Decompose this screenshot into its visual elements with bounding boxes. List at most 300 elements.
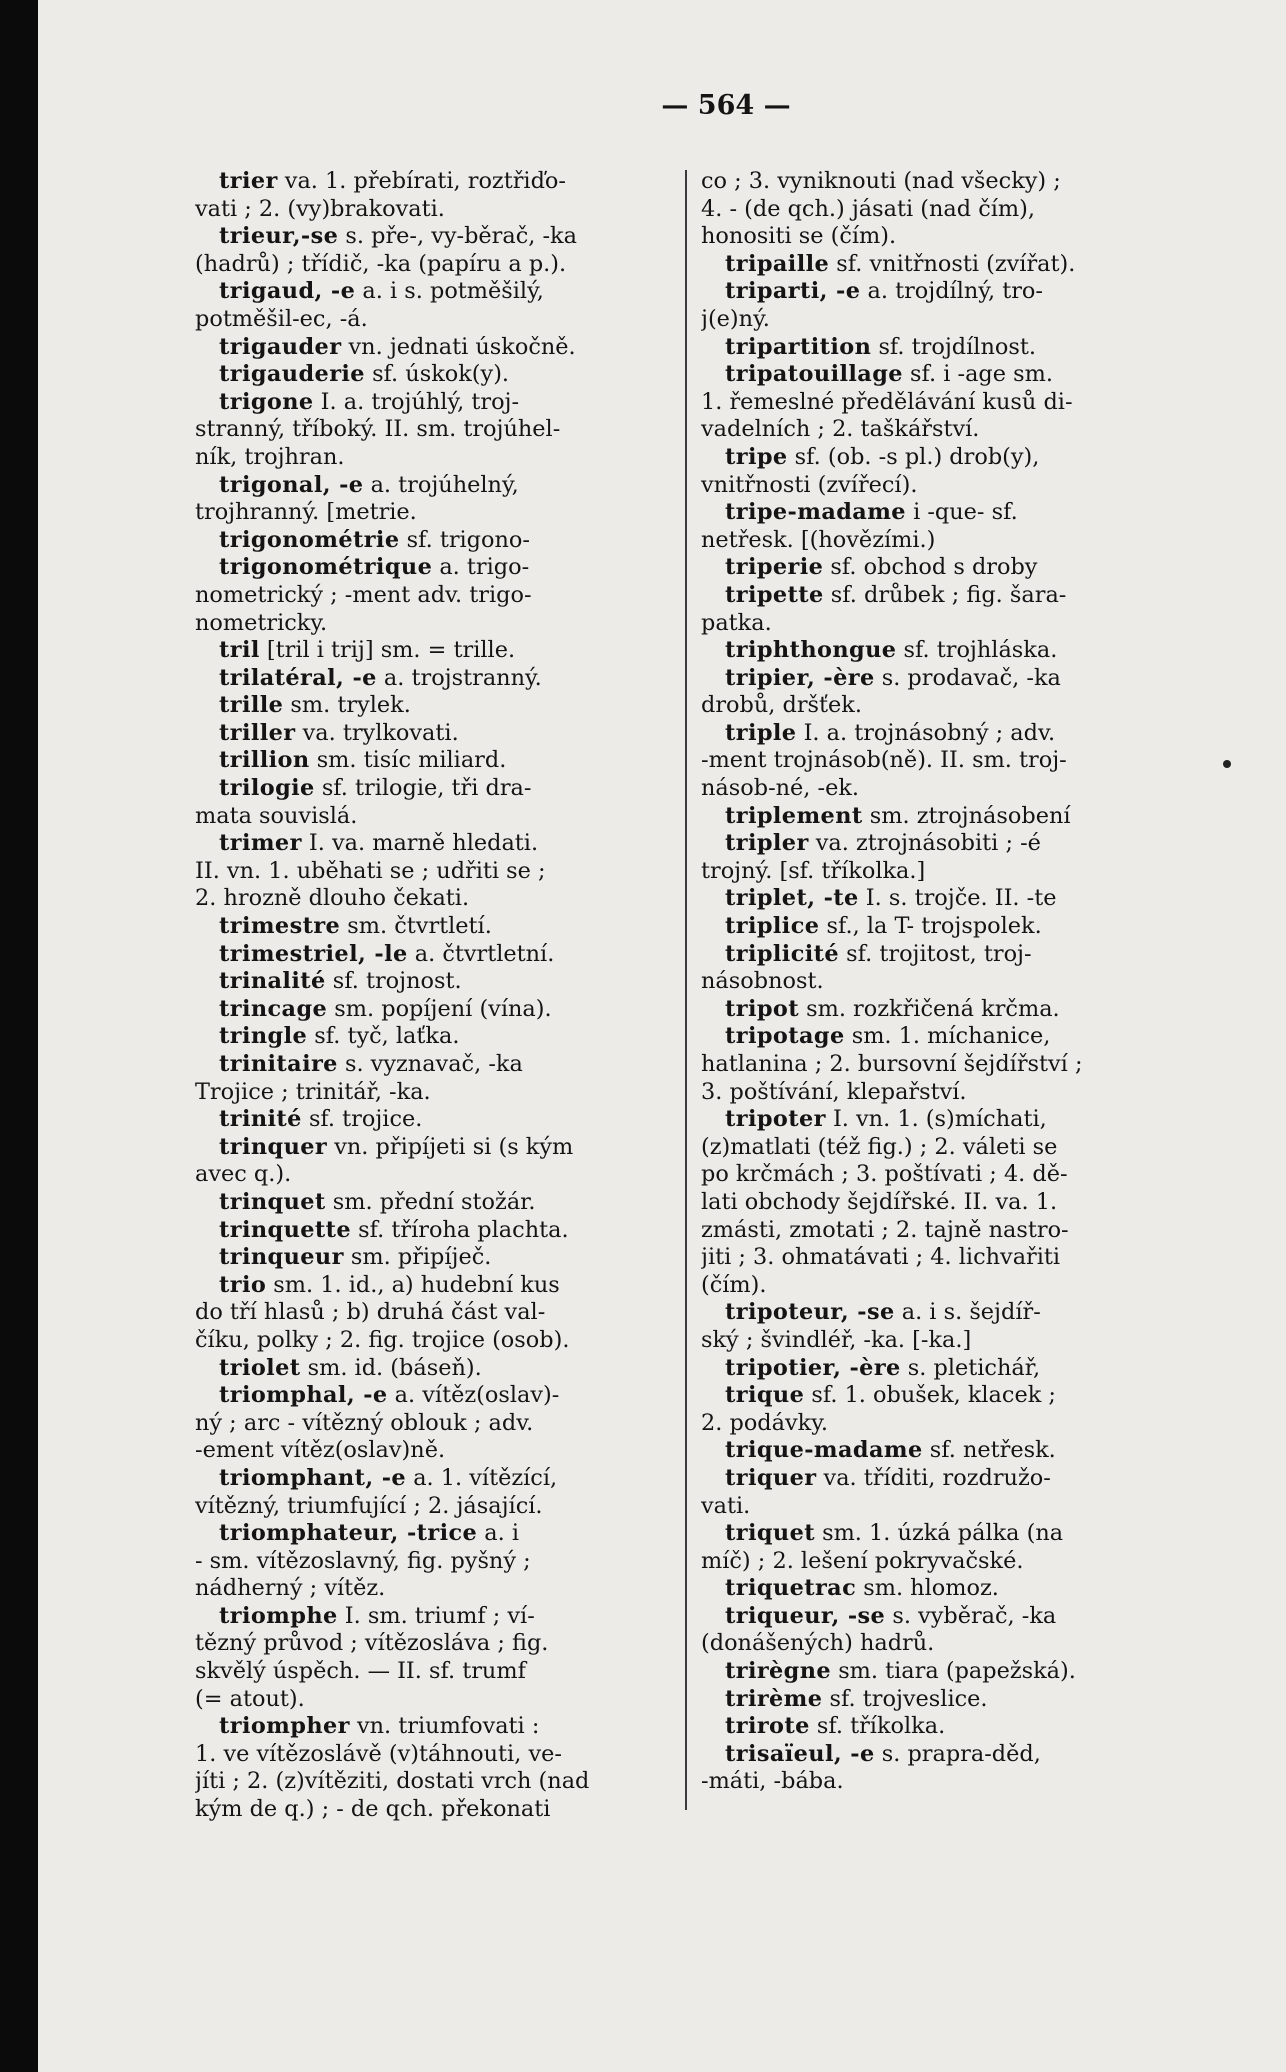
continuation-line [195, 1079, 665, 1107]
definition-text: (= atout). [195, 1685, 305, 1712]
headword: triomphateur, -trice [219, 1520, 478, 1547]
left-column [195, 168, 665, 1824]
definition-text: číku, polky ; 2. fig. trojice (osob). [195, 1326, 570, 1353]
headword: tripotage [725, 1023, 845, 1050]
headword: triomphe [219, 1602, 338, 1629]
definition-text: po krčmách ; 3. poštívati ; 4. dě- [701, 1161, 1068, 1188]
definition-text: 3. poštívání, klepařství. [701, 1078, 967, 1105]
continuation-line [195, 1299, 665, 1327]
definition-text: sm. trylek. [283, 692, 411, 719]
continuation-line [195, 1630, 665, 1658]
definition-text: (čím). [701, 1271, 767, 1298]
continuation-line [195, 444, 665, 472]
headword: trigaud, -e [219, 278, 356, 305]
headword: tripotier, -ère [725, 1354, 901, 1381]
continuation-line [701, 968, 1171, 996]
entry-line [195, 278, 665, 306]
headword: trieur,-se [219, 223, 339, 250]
definition-text: sf. (ob. -s pl.) drob(y), [787, 443, 1040, 470]
entry-line [195, 747, 665, 775]
definition-text: sf. i -age sm. [902, 361, 1053, 388]
definition-text: nometricky. [195, 609, 328, 636]
definition-text: netřesk. [(hovězími.) [701, 526, 936, 553]
continuation-line [701, 1327, 1171, 1355]
entry-line [701, 1686, 1171, 1714]
headword: trincage [219, 995, 328, 1022]
headword: trimer [219, 830, 302, 857]
headword: triple [725, 719, 797, 746]
definition-text: a. trojúhelný, [363, 471, 519, 498]
definition-text: sf. drůbek ; fig. šara- [823, 581, 1067, 608]
continuation-line [195, 1437, 665, 1465]
definition-text: sm. rozkřičená krčma. [798, 995, 1060, 1022]
definition-text: sf. trojitost, troj- [839, 940, 1032, 967]
continuation-line [701, 692, 1171, 720]
entry-line [195, 665, 665, 693]
continuation-line [195, 1493, 665, 1521]
definition-text: sf. tyč, laťka. [307, 1023, 460, 1050]
definition-text: a. trojdílný, tro- [860, 278, 1043, 305]
entry-line [195, 1244, 665, 1272]
headword: tringle [219, 1023, 308, 1050]
headword: triplement [725, 802, 863, 829]
entry-line [701, 830, 1171, 858]
continuation-line [701, 1410, 1171, 1438]
entry-line [701, 803, 1171, 831]
definition-text: sf. vnitřnosti (zvířat). [829, 250, 1076, 277]
definition-text: 1. ve vítězoslávě (v)táhnouti, ve- [195, 1740, 562, 1767]
entry-line [195, 1465, 665, 1493]
entry-line [701, 913, 1171, 941]
continuation-line [701, 306, 1171, 334]
continuation-line [701, 1217, 1171, 1245]
definition-text: stranný, tříboký. II. sm. trojúhel- [195, 416, 561, 443]
continuation-line [701, 416, 1171, 444]
headword: trille [219, 692, 284, 719]
headword: trier [219, 168, 278, 194]
definition-text: do tří hlasů ; b) druhá část val- [195, 1299, 546, 1326]
headword: triquetrac [725, 1575, 857, 1602]
continuation-line [195, 251, 665, 279]
definition-text: sm. 1. id., a) hudební kus [266, 1271, 560, 1298]
continuation-line [195, 885, 665, 913]
continuation-line [195, 196, 665, 224]
definition-text: - sm. vítězoslavný, fig. pyšný ; [195, 1547, 531, 1574]
definition-text: jiti ; 3. ohmatávati ; 4. lichvařiti [701, 1244, 1061, 1271]
headword: trigauderie [219, 361, 365, 388]
continuation-line [701, 527, 1171, 555]
definition-text: drobů, dršťek. [701, 692, 862, 719]
entry-line [195, 996, 665, 1024]
definition-text: sf. trojice. [301, 1106, 423, 1133]
entry-line [701, 499, 1171, 527]
headword: tripartition [725, 333, 872, 360]
definition-text: a. 1. vítězící, [406, 1464, 558, 1491]
headword: triolet [219, 1354, 301, 1381]
entry-line [195, 637, 665, 665]
margin-dot [1223, 760, 1231, 768]
continuation-line [701, 1244, 1171, 1272]
definition-text: trojný. [sf. tříkolka.] [701, 857, 926, 884]
headword: trinquer [219, 1133, 328, 1160]
entry-line [701, 1658, 1171, 1686]
entry-line [701, 444, 1171, 472]
continuation-line [701, 1272, 1171, 1300]
definition-text: nometrický ; -ment adv. trigo- [195, 581, 532, 608]
definition-text: sf. úskok(y). [364, 361, 510, 388]
continuation-line [195, 1768, 665, 1796]
headword: triquer [725, 1464, 817, 1491]
headword: trilatéral, -e [219, 664, 377, 691]
entry-line [195, 223, 665, 251]
headword: triqueur, -se [725, 1602, 886, 1629]
definition-text: I. a. trojnásobný ; adv. [796, 719, 1056, 746]
definition-text: vítězný, triumfující ; 2. jásající. [195, 1492, 543, 1519]
definition-text: ný ; arc - vítězný oblouk ; adv. [195, 1409, 534, 1436]
entry-line [195, 968, 665, 996]
entry-line [701, 996, 1171, 1024]
definition-text: sf. trojnost. [325, 968, 462, 995]
definition-text: sf. trojhláska. [896, 637, 1058, 664]
definition-text: 1. řemeslné předělávání kusů di- [701, 388, 1073, 415]
definition-text: -ement vítěz(oslav)ně. [195, 1437, 446, 1464]
definition-text: vadelních ; 2. taškářství. [701, 416, 980, 443]
definition-text: sf. trigono- [399, 526, 530, 553]
definition-text: I. va. marně hledati. [301, 830, 539, 857]
definition-text: sf. trojveslice. [822, 1685, 988, 1712]
definition-text: sm. tisíc miliard. [309, 747, 507, 774]
entry-line [701, 1106, 1171, 1134]
entry-line [701, 1355, 1171, 1383]
definition-text: a. trigo- [432, 554, 530, 581]
continuation-line [701, 223, 1171, 251]
headword: triomphal, -e [219, 1382, 388, 1409]
definition-text: (donášených) hadrů. [701, 1630, 935, 1657]
definition-text: -ment trojnásob(ně). II. sm. troj- [701, 747, 1067, 774]
definition-text: sm. 1. míchanice, [844, 1023, 1051, 1050]
definition-text: a. i s. šejdíř- [894, 1299, 1041, 1326]
entry-line [195, 1520, 665, 1548]
entry-line [701, 1465, 1171, 1493]
definition-text: a. trojstranný. [376, 664, 542, 691]
definition-text: avec q.). [195, 1161, 292, 1188]
page-number: — 564 — [661, 90, 791, 121]
entry-line [701, 1713, 1171, 1741]
continuation-line [195, 1686, 665, 1714]
headword: tripette [725, 581, 824, 608]
definition-text: patka. [701, 609, 772, 636]
definition-text: sf. netřesk. [922, 1437, 1056, 1464]
definition-text: jíti ; 2. (z)vítěziti, dostati vrch (nad [195, 1768, 590, 1795]
headword: trigonal, -e [219, 471, 364, 498]
definition-text: co ; 3. vyniknouti (nad všecky) ; [701, 168, 1061, 194]
continuation-line [701, 1134, 1171, 1162]
entry-line [195, 361, 665, 389]
definition-text: i -que- sf. [905, 499, 1018, 526]
definition-text: sm. tiara (papežská). [831, 1658, 1076, 1685]
headword: tripoteur, -se [725, 1299, 895, 1326]
headword: triparti, -e [725, 278, 861, 305]
headword: trinité [219, 1106, 302, 1133]
headword: tripot [725, 995, 799, 1022]
definition-text: zmásti, zmotati ; 2. tajně nastro- [701, 1216, 1069, 1243]
headword: trio [219, 1271, 267, 1298]
headword: trinquette [219, 1216, 352, 1243]
entry-line [195, 472, 665, 500]
headword: tripaille [725, 250, 830, 277]
entry-line [701, 554, 1171, 582]
entry-line [701, 1299, 1171, 1327]
definition-text: a. vítěz(oslav)- [387, 1382, 560, 1409]
headword: tripier, -ère [725, 664, 875, 691]
continuation-line [195, 858, 665, 886]
definition-text: sm. přední stožár. [325, 1188, 536, 1215]
definition-text: sf. tříkolka. [809, 1713, 946, 1740]
definition-text: sf. trojdílnost. [871, 333, 1036, 360]
definition-text: vati ; 2. (vy)brakovati. [195, 195, 445, 222]
headword: trinqueur [219, 1244, 344, 1271]
definition-text: s. prodavač, -ka [874, 664, 1061, 691]
continuation-line [195, 1575, 665, 1603]
definition-text: honositi se (čím). [701, 223, 897, 250]
definition-text: sm. čtvrtletí. [340, 913, 492, 940]
continuation-line [701, 196, 1171, 224]
entry-line [195, 334, 665, 362]
definition-text: vn. jednati úskočně. [341, 333, 576, 360]
definition-text: sm. hlomoz. [856, 1575, 999, 1602]
headword: triphthongue [725, 637, 897, 664]
continuation-line [195, 1161, 665, 1189]
definition-text: vati. [701, 1492, 751, 1519]
entry-line [701, 1741, 1171, 1769]
continuation-line [701, 1189, 1171, 1217]
headword: trinquet [219, 1188, 326, 1215]
continuation-line [195, 803, 665, 831]
continuation-line [701, 1051, 1171, 1079]
continuation-line [701, 775, 1171, 803]
headword: trigone [219, 388, 314, 415]
entry-line [195, 1272, 665, 1300]
entry-line [195, 1051, 665, 1079]
definition-text: sf. obchod s droby [823, 554, 1038, 581]
column-divider [685, 170, 687, 1810]
headword: triplice [725, 913, 820, 940]
continuation-line [195, 306, 665, 334]
continuation-line [701, 1548, 1171, 1576]
definition-text: I. a. trojúhlý, troj- [313, 388, 520, 415]
continuation-line [195, 582, 665, 610]
definition-text: tězný průvod ; vítězosláva ; fig. [195, 1630, 549, 1657]
entry-line [701, 361, 1171, 389]
definition-text: vn. připíjeti si (s kým [327, 1133, 574, 1160]
definition-text: va. 1. přebírati, roztřiďo- [277, 168, 566, 194]
entry-line [701, 334, 1171, 362]
entry-line [195, 1023, 665, 1051]
entry-line [701, 1603, 1171, 1631]
definition-text: kým de q.) ; - de qch. překonati [195, 1796, 551, 1823]
headword: trigonométrie [219, 526, 400, 553]
continuation-line [195, 1410, 665, 1438]
headword: tripe-madame [725, 499, 906, 526]
continuation-line [195, 1658, 665, 1686]
continuation-line [701, 389, 1171, 417]
entry-line [195, 692, 665, 720]
headword: trillion [219, 747, 310, 774]
entry-line [701, 582, 1171, 610]
entry-line [195, 527, 665, 555]
definition-text: a. i s. potměšilý, [355, 278, 544, 305]
entry-line [195, 830, 665, 858]
entry-line [195, 941, 665, 969]
definition-text: -máti, -bába. [701, 1768, 844, 1795]
definition-text: ník, trojhran. [195, 443, 345, 470]
headword: triperie [725, 554, 824, 581]
definition-text: násob-né, -ek. [701, 775, 860, 802]
continuation-line [195, 1548, 665, 1576]
entry-line [195, 1217, 665, 1245]
headword: triplicité [725, 940, 840, 967]
definition-text: ský ; švindléř, -ka. [-ka.] [701, 1326, 972, 1353]
continuation-line [701, 1079, 1171, 1107]
entry-line [195, 168, 665, 196]
definition-text: trojhranný. [metrie. [195, 499, 417, 526]
headword: tripler [725, 830, 809, 857]
definition-text: s. prapra-děd, [874, 1740, 1041, 1767]
entry-line [701, 1520, 1171, 1548]
entry-line [195, 913, 665, 941]
definition-text: 4. - (de qch.) jásati (nad čím), [701, 195, 1036, 222]
definition-text: s. pletichář, [900, 1354, 1041, 1381]
headword: triplet, -te [725, 885, 859, 912]
continuation-line [701, 610, 1171, 638]
definition-text: Trojice ; trinitář, -ka. [195, 1078, 431, 1105]
continuation-line [701, 747, 1171, 775]
entry-line [701, 1023, 1171, 1051]
headword: trimestriel, -le [219, 940, 408, 967]
definition-text: sm. popíjení (vína). [327, 995, 552, 1022]
headword: trigauder [219, 333, 342, 360]
entry-line [701, 278, 1171, 306]
entry-line [701, 1437, 1171, 1465]
headword: trimestre [219, 913, 341, 940]
continuation-line [195, 416, 665, 444]
definition-text: násobnost. [701, 968, 824, 995]
entry-line [701, 637, 1171, 665]
entry-line [195, 1713, 665, 1741]
headword: trigonométrique [219, 554, 433, 581]
headword: tripe [725, 443, 788, 470]
headword: trinalité [219, 968, 326, 995]
definition-text: s. pře-, vy-běrač, -ka [338, 223, 577, 250]
definition-text: sf. trilogie, tři dra- [314, 775, 532, 802]
continuation-line [195, 610, 665, 638]
headword: triller [219, 719, 296, 746]
definition-text: [tril i trij] sm. = trille. [259, 637, 516, 664]
continuation-line [701, 1161, 1171, 1189]
headword: tripatouillage [725, 361, 903, 388]
definition-text: mata souvislá. [195, 802, 358, 829]
continuation-line [701, 168, 1171, 196]
definition-text: skvělý úspěch. — II. sf. trumf [195, 1658, 526, 1685]
definition-text: 2. podávky. [701, 1409, 828, 1436]
dictionary-page [38, 0, 1286, 2072]
definition-text: I. vn. 1. (s)míchati, [825, 1106, 1047, 1133]
definition-text: vn. triumfovati : [349, 1713, 540, 1740]
entry-line [701, 1382, 1171, 1410]
definition-text: va. trylkovati. [295, 719, 459, 746]
continuation-line [701, 1768, 1171, 1796]
definition-text: I. sm. triumf ; ví- [337, 1602, 535, 1629]
definition-text: sm. id. (báseň). [300, 1354, 482, 1381]
entry-line [195, 720, 665, 748]
definition-text: (hadrů) ; třídič, -ka (papíru a p.). [195, 250, 567, 277]
definition-text: sm. 1. úzká pálka (na [814, 1520, 1064, 1547]
headword: trirème [725, 1685, 823, 1712]
headword: triomphant, -e [219, 1464, 407, 1491]
headword: trique [725, 1382, 805, 1409]
continuation-line [701, 858, 1171, 886]
definition-text: j(e)ný. [701, 305, 770, 332]
definition-text: va. ztrojnásobiti ; -é [808, 830, 1041, 857]
definition-text: va. tříditi, rozdružo- [816, 1464, 1051, 1491]
entry-line [701, 251, 1171, 279]
definition-text: 2. hrozně dlouho čekati. [195, 885, 470, 912]
headword: tril [219, 637, 260, 664]
definition-text: s. vyznavač, -ka [337, 1051, 523, 1077]
definition-text: potměšil-ec, -á. [195, 305, 368, 332]
headword: triquet [725, 1520, 815, 1547]
headword: trique-madame [725, 1437, 923, 1464]
headword: trilogie [219, 775, 315, 802]
continuation-line [701, 1493, 1171, 1521]
definition-text: sm. připíječ. [343, 1244, 492, 1271]
entry-line [701, 1575, 1171, 1603]
right-column [701, 168, 1171, 1796]
definition-text: lati obchody šejdířské. II. va. 1. [701, 1188, 1058, 1215]
definition-text: hatlanina ; 2. bursovní šejdířství ; [701, 1051, 1083, 1077]
definition-text: (z)matlati (též fig.) ; 2. váleti se [701, 1133, 1058, 1160]
definition-text: a. i [477, 1520, 520, 1547]
definition-text: II. vn. 1. uběhati se ; udřiti se ; [195, 857, 546, 884]
continuation-line [195, 1327, 665, 1355]
entry-line [195, 1106, 665, 1134]
definition-text: sf. tříroha plachta. [351, 1216, 569, 1243]
continuation-line [195, 1741, 665, 1769]
entry-line [195, 554, 665, 582]
entry-line [195, 1189, 665, 1217]
entry-line [701, 720, 1171, 748]
entry-line [195, 1603, 665, 1631]
entry-line [195, 389, 665, 417]
definition-text: míč) ; 2. lešení pokryvačské. [701, 1547, 1024, 1574]
entry-line [195, 775, 665, 803]
headword: trirote [725, 1713, 810, 1740]
definition-text: I. s. trojče. II. -te [858, 885, 1057, 912]
continuation-line [701, 1630, 1171, 1658]
entry-line [701, 665, 1171, 693]
definition-text: sf., la T- trojspolek. [819, 913, 1042, 940]
headword: trisaïeul, -e [725, 1740, 875, 1767]
definition-text: sm. ztrojnásobení [862, 802, 1071, 829]
headword: trirègne [725, 1658, 832, 1685]
continuation-line [701, 472, 1171, 500]
definition-text: vnitřnosti (zvířecí). [701, 471, 918, 498]
definition-text: sf. 1. obušek, klacek ; [804, 1382, 1056, 1409]
continuation-line [195, 1796, 665, 1824]
entry-line [195, 1355, 665, 1383]
headword: trinitaire [219, 1051, 338, 1077]
entry-line [701, 941, 1171, 969]
